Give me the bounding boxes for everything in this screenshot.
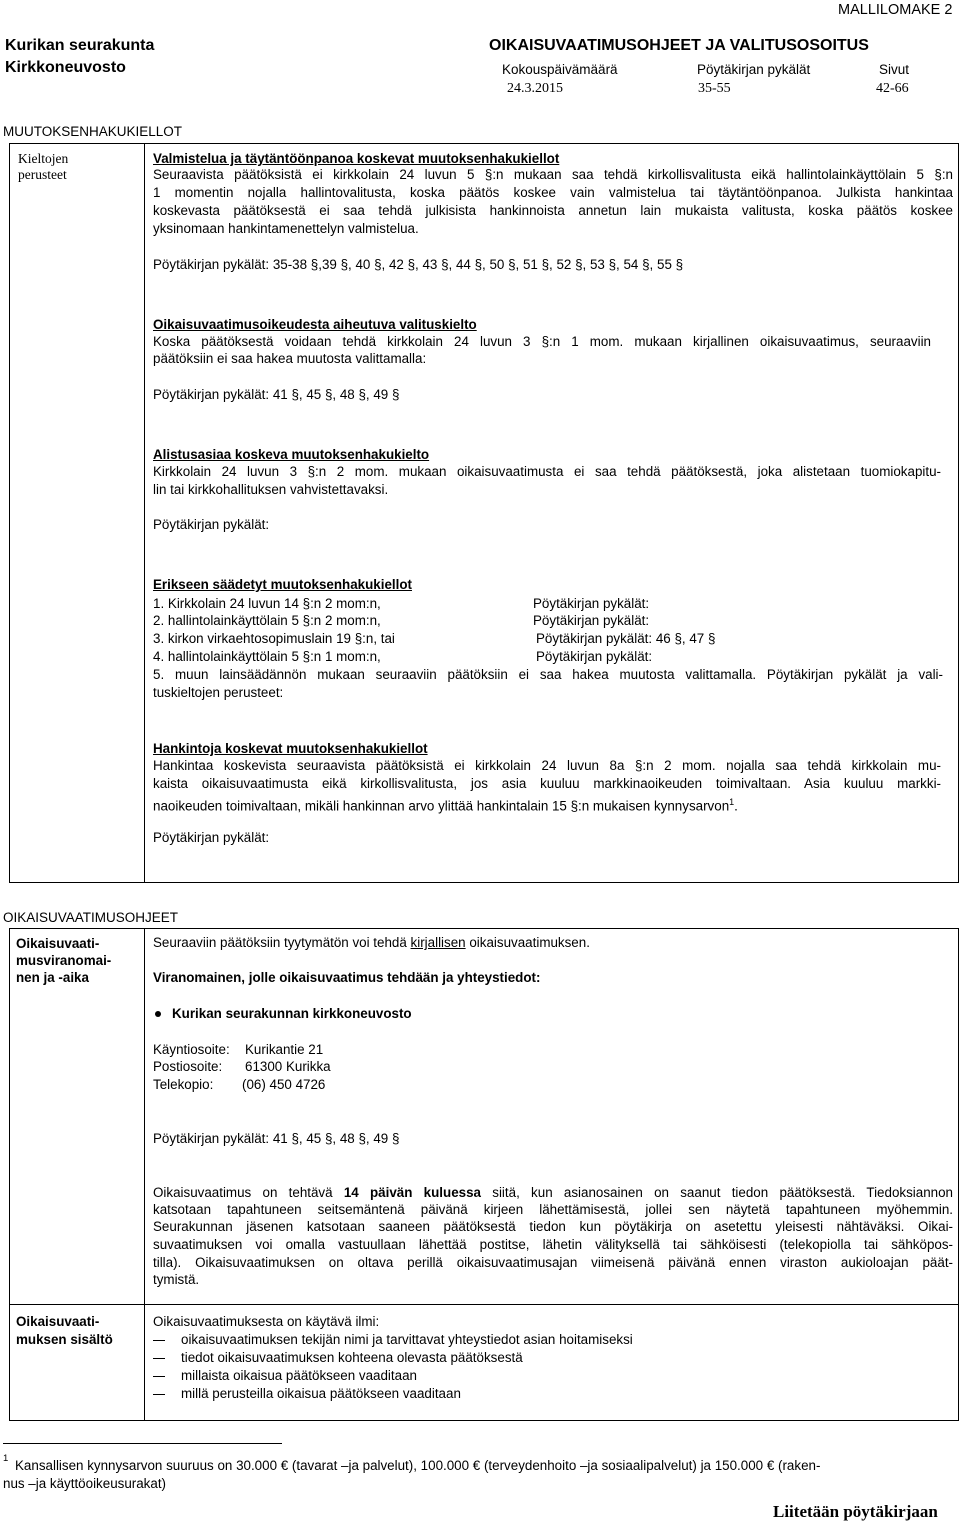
content-label: Oikaisuvaati- <box>16 1314 100 1329</box>
meeting-date: 24.3.2015 <box>507 81 563 96</box>
list-item: 2. hallintolainkäyttölain 5 §:n 2 mom:n, <box>153 613 381 628</box>
block-separate-title: Erikseen säädetyt muutoksenhakukiellot <box>153 577 412 592</box>
sections-label: Pöytäkirjan pykälät <box>697 62 811 77</box>
list-item: millaista oikaisua päätökseen vaaditaan <box>181 1368 417 1383</box>
footnote-number: 1 <box>3 1453 9 1464</box>
list-item-sections: Pöytäkirjan pykälät: <box>533 596 650 611</box>
visit-address-label: Käyntiosoite: <box>153 1042 230 1057</box>
list-item: 5. muun lainsäädännön mukaan seuraaviin päätöksiin ei saa hakea muutosta valittamalla. Pöytäkirjan pykälät ja vali- <box>153 667 943 682</box>
block-claim-sections: Pöytäkirjan pykälät: 41 §, 45 §, 48 §, 49 § <box>153 387 400 402</box>
block-submission-title: Alistusasiaa koskeva muutoksenhakukielto <box>153 447 430 462</box>
block-preparation-text: 1 momentin nojalla hallintovalitusta, koska päätös koskee vain valmistelua tai täytäntöönpanoa. Julkista hankintaa <box>153 185 953 200</box>
claim-deadline-text: Seurakunnan jäsenen katsotaan saaneen päätöksestä tiedon kun pöytäkirja on asetettu yleisesti nähtäväksi. Oikai- <box>153 1219 953 1234</box>
fax-label: Telekopio: <box>153 1077 214 1092</box>
meeting-date-label: Kokouspäivämäärä <box>502 62 618 77</box>
authority-label: Oikaisuvaati- <box>16 936 100 951</box>
dash-icon <box>153 1340 165 1341</box>
block-preparation-sections: Pöytäkirjan pykälät: 35-38 §,39 §, 40 §, 42 §, 43 §, 44 §, 50 §, 51 §, 52 §, 53 §, 54 §, 55 § <box>153 257 684 272</box>
list-item-sections: Pöytäkirjan pykälät: 46 §, 47 § <box>536 631 716 646</box>
table-divider <box>144 143 145 883</box>
claim-deadline-text: Oikaisuvaatimus on tehtävä 14 päivän kuluessa siitä, kun asianosainen on saanut tiedon päätöksestä. Tiedoksiannon <box>153 1185 953 1200</box>
list-item-sections: Pöytäkirjan pykälät: <box>536 649 653 664</box>
block-preparation-text: koskevasta päätöksestä ei saa tehdä julkisista hankinnoista annetun lain mukaista valitusta, koska päätös koskee <box>153 203 953 218</box>
block-claim-text: Koska päätöksestä voidaan tehdä kirkkolain 24 luvun 3 §:n 1 mom. mukaan kirjallinen oikaisuvaatimus, seuraaviin <box>153 334 931 349</box>
authority-heading: Viranomainen, jolle oikaisuvaatimus tehdään ja yhteystiedot: <box>153 970 541 985</box>
list-item: tiedot oikaisuvaatimuksen kohteena olevasta päätöksestä <box>181 1350 523 1365</box>
claim-deadline-text: tymistä. <box>153 1272 200 1287</box>
footnote-separator <box>3 1443 282 1444</box>
block-preparation-text: yksinomaan hankintamenettelyn valmistelua. <box>153 221 419 236</box>
block-preparation-title: Valmistelua ja täytäntöönpanoa koskevat muutoksenhakukiellot <box>153 151 560 166</box>
section-title-claim-instructions: OIKAISUVAATIMUSOHJEET <box>3 910 179 925</box>
claim-deadline-text: tilla). Oikaisuvaatimuksen on oltava perillä oikaisuvaatimusajan viimeisenä päivänä ennen viraston aukioloajan päät- <box>153 1255 953 1270</box>
list-item: 3. kirkon virkaehtosopimuslain 19 §:n, tai <box>153 631 395 646</box>
dash-icon <box>153 1358 165 1359</box>
post-address: 61300 Kurikka <box>245 1059 331 1074</box>
attach-note: Liitetään pöytäkirjaan <box>773 1502 938 1521</box>
claim-instructions-table <box>9 928 959 1421</box>
content-label: muksen sisältö <box>16 1332 113 1347</box>
block-submission-text: Kirkkolain 24 luvun 3 §:n 2 mom. mukaan oikaisuvaatimusta ei saa tehdä päätöksestä, joka alistetaan tuomiokapitu- <box>153 464 941 479</box>
list-item: millä perusteilla oikaisua päätökseen vaaditaan <box>181 1386 461 1401</box>
fax-number: (06) 450 4726 <box>242 1077 326 1092</box>
table-divider <box>144 928 145 1421</box>
block-submission-text: lin tai kirkkohallituksen vahvistettavaksi. <box>153 482 389 497</box>
pages-range: 42-66 <box>876 81 909 96</box>
claim-intro: Seuraaviin päätöksiin tyytymätön voi tehdä kirjallisen oikaisuvaatimuksen. <box>153 935 590 950</box>
organization-body: Kirkkoneuvosto <box>5 59 126 76</box>
list-item: tuskieltojen perusteet: <box>153 685 284 700</box>
visit-address: Kurikantie 21 <box>245 1042 324 1057</box>
organization-name: Kurikan seurakunta <box>5 37 155 54</box>
claim-sections: Pöytäkirjan pykälät: 41 §, 45 §, 48 §, 49 § <box>153 1131 400 1146</box>
block-claim-title: Oikaisuvaatimusoikeudesta aiheutuva valituskielto <box>153 317 477 332</box>
list-item: 1. Kirkkolain 24 luvun 14 §:n 2 mom:n, <box>153 596 381 611</box>
block-preparation-text: Seuraavista päätöksistä ei kirkkolain 24 luvun 5 §:n mukaan saa tehdä kirkollisvalitusta eikä hallintolainkäyttölain 5 §:n <box>153 167 953 182</box>
block-procurement-title: Hankintoja koskevat muutoksenhakukiellot <box>153 741 428 756</box>
list-item-sections: Pöytäkirjan pykälät: <box>533 613 650 628</box>
authority-label: musviranomai- <box>16 953 112 968</box>
claim-deadline-text: suvaatimuksen voi omalla vastuullaan lähettää postitse, lähetin välityksellä tai sähköisesti (telekopiolla tai sähköpos- <box>153 1237 953 1252</box>
claim-deadline-text: katsotaan tapahtuneen seitsemäntenä päivänä kirjeen lähettämisestä, jollei sen näytetä tapahtuneen myöhemmin. <box>153 1202 953 1217</box>
pages-label: Sivut <box>879 62 910 77</box>
document-title: OIKAISUVAATIMUSOHJEET JA VALITUSOSOITUS <box>489 37 869 54</box>
list-item: oikaisuvaatimuksen tekijän nimi ja tarvittavat yhteystiedot asian hoitamiseksi <box>181 1332 633 1347</box>
footnote-text: Kansallisen kynnysarvon suuruus on 30.000 € (tavarat –ja palvelut), 100.000 € (terveydenhoito –ja sosiaalipalvelut) ja 150.000 € (raken- <box>15 1458 821 1473</box>
block-procurement-text: Hankintaa koskevista seuraavista päätöksistä ei kirkkolain 24 luvun 8a §:n 2 mom. nojalla saa tehdä kirkkolain mu- <box>153 758 941 773</box>
block-procurement-text: kaista oikaisuvaatimusta eikä kirkollisvalitusta, jos asia kuuluu markkinaoikeuden toimivaltaan. Asia kuuluu markki- <box>153 776 941 791</box>
form-label: MALLILOMAKE 2 <box>838 2 953 18</box>
footnote-text: nus –ja käyttöoikeusurakat) <box>3 1476 167 1491</box>
post-address-label: Postiosoite: <box>153 1059 223 1074</box>
block-submission-sections: Pöytäkirjan pykälät: <box>153 517 270 532</box>
grounds-label-2: perusteet <box>18 167 67 182</box>
block-procurement-sections: Pöytäkirjan pykälät: <box>153 830 270 845</box>
bullet-icon <box>155 1011 161 1017</box>
table-row-divider <box>9 1304 959 1305</box>
grounds-label-1: Kieltojen <box>18 151 69 166</box>
block-claim-text: päätöksiin ei saa hakea muutosta valittamalla: <box>153 351 427 366</box>
authority-label: nen ja -aika <box>16 970 89 985</box>
section-title-appeal-bans: MUUTOKSENHAKUKIELLOT <box>3 124 183 139</box>
dash-icon <box>153 1376 165 1377</box>
list-item: 4. hallintolainkäyttölain 5 §:n 1 mom:n, <box>153 649 381 664</box>
footnote-ref: 1 <box>729 797 735 807</box>
block-procurement-text: naoikeuden toimivaltaan, mikäli hankinnan arvo ylittää hankintalain 15 §:n mukaisen kynnysarvon$^1$. <box>153 797 738 814</box>
sections-range: 35-55 <box>698 81 731 96</box>
dash-icon <box>153 1394 165 1395</box>
authority-name: Kurikan seurakunnan kirkkoneuvosto <box>172 1006 412 1021</box>
content-intro: Oikaisuvaatimuksesta on käytävä ilmi: <box>153 1314 380 1329</box>
